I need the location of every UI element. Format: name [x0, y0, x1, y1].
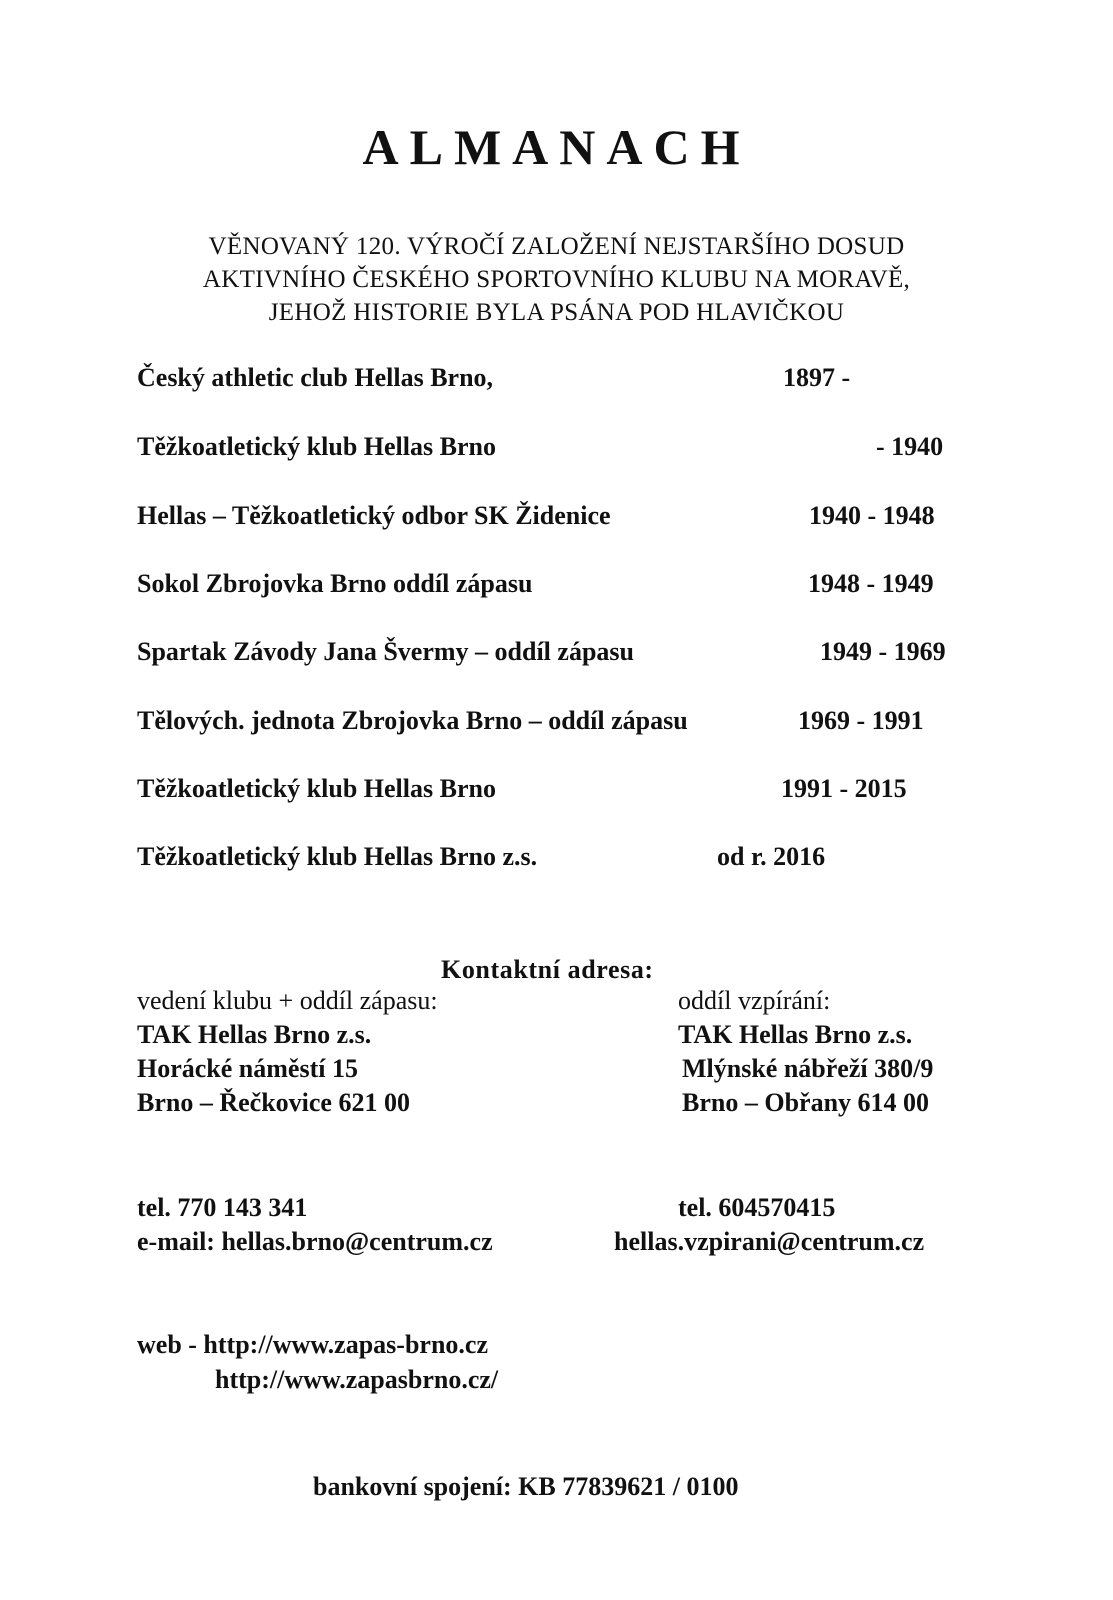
subtitle-line-1: VĚNOVANÝ 120. VÝROČÍ ZALOŽENÍ NEJSTARŠÍHO DOSUD [208, 233, 905, 260]
history-name-8: Těžkoatletický klub Hellas Brno z.s. [137, 842, 538, 871]
contact-right-org: TAK Hellas Brno z.s. [678, 1020, 913, 1049]
history-years-6: 1969 - 1991 [798, 706, 924, 735]
web-link-1[interactable]: web - http://www.zapas-brno.cz [137, 1330, 488, 1359]
contact-right-tel: tel. 604570415 [678, 1193, 836, 1222]
subtitle-line-2: AKTIVNÍHO ČESKÉHO SPORTOVNÍHO KLUBU NA MORAVĚ, [202, 266, 911, 293]
contact-left-org: TAK Hellas Brno z.s. [137, 1020, 372, 1049]
history-name-5: Spartak Závody Jana Švermy – oddíl zápasu [137, 637, 634, 666]
web-link-2[interactable]: http://www.zapasbrno.cz/ [215, 1365, 499, 1394]
contact-right-street: Mlýnské nábřeží 380/9 [682, 1054, 934, 1083]
contact-left-street: Horácké náměstí 15 [137, 1054, 358, 1083]
contact-right-email[interactable]: hellas.vzpirani@centrum.cz [614, 1227, 925, 1256]
history-name-2: Těžkoatletický klub Hellas Brno [137, 432, 496, 461]
history-years-3: 1940 - 1948 [809, 501, 935, 530]
contact-right-label: oddíl vzpírání: [678, 986, 831, 1015]
contact-left-email[interactable]: e-mail: hellas.brno@centrum.cz [137, 1227, 493, 1256]
contact-left-label: vedení klubu + oddíl zápasu: [137, 986, 438, 1015]
history-years-5: 1949 - 1969 [820, 637, 946, 666]
history-name-7: Těžkoatletický klub Hellas Brno [137, 774, 496, 803]
contact-left-tel: tel. 770 143 341 [137, 1193, 308, 1222]
contact-heading: Kontaktní adresa: [441, 955, 654, 984]
history-years-1: 1897 - [783, 363, 851, 392]
history-name-6: Tělových. jednota Zbrojovka Brno – oddíl zápasu [137, 706, 688, 735]
document-title: ALMANACH [362, 119, 751, 175]
history-years-2: - 1940 [876, 432, 944, 461]
contact-right-city: Brno – Obřany 614 00 [682, 1088, 930, 1117]
history-name-4: Sokol Zbrojovka Brno oddíl zápasu [137, 569, 533, 598]
bank-details: bankovní spojení: KB 77839621 / 0100 [313, 1472, 739, 1501]
history-years-8: od r. 2016 [717, 842, 826, 871]
history-years-4: 1948 - 1949 [808, 569, 934, 598]
contact-left-city: Brno – Řečkovice 621 00 [137, 1088, 410, 1117]
history-name-3: Hellas – Těžkoatletický odbor SK Židenice [137, 501, 611, 530]
history-years-7: 1991 - 2015 [781, 774, 907, 803]
history-name-1: Český athletic club Hellas Brno, [137, 363, 494, 392]
subtitle-line-3: JEHOŽ HISTORIE BYLA PSÁNA POD HLAVIČKOU [268, 299, 845, 326]
